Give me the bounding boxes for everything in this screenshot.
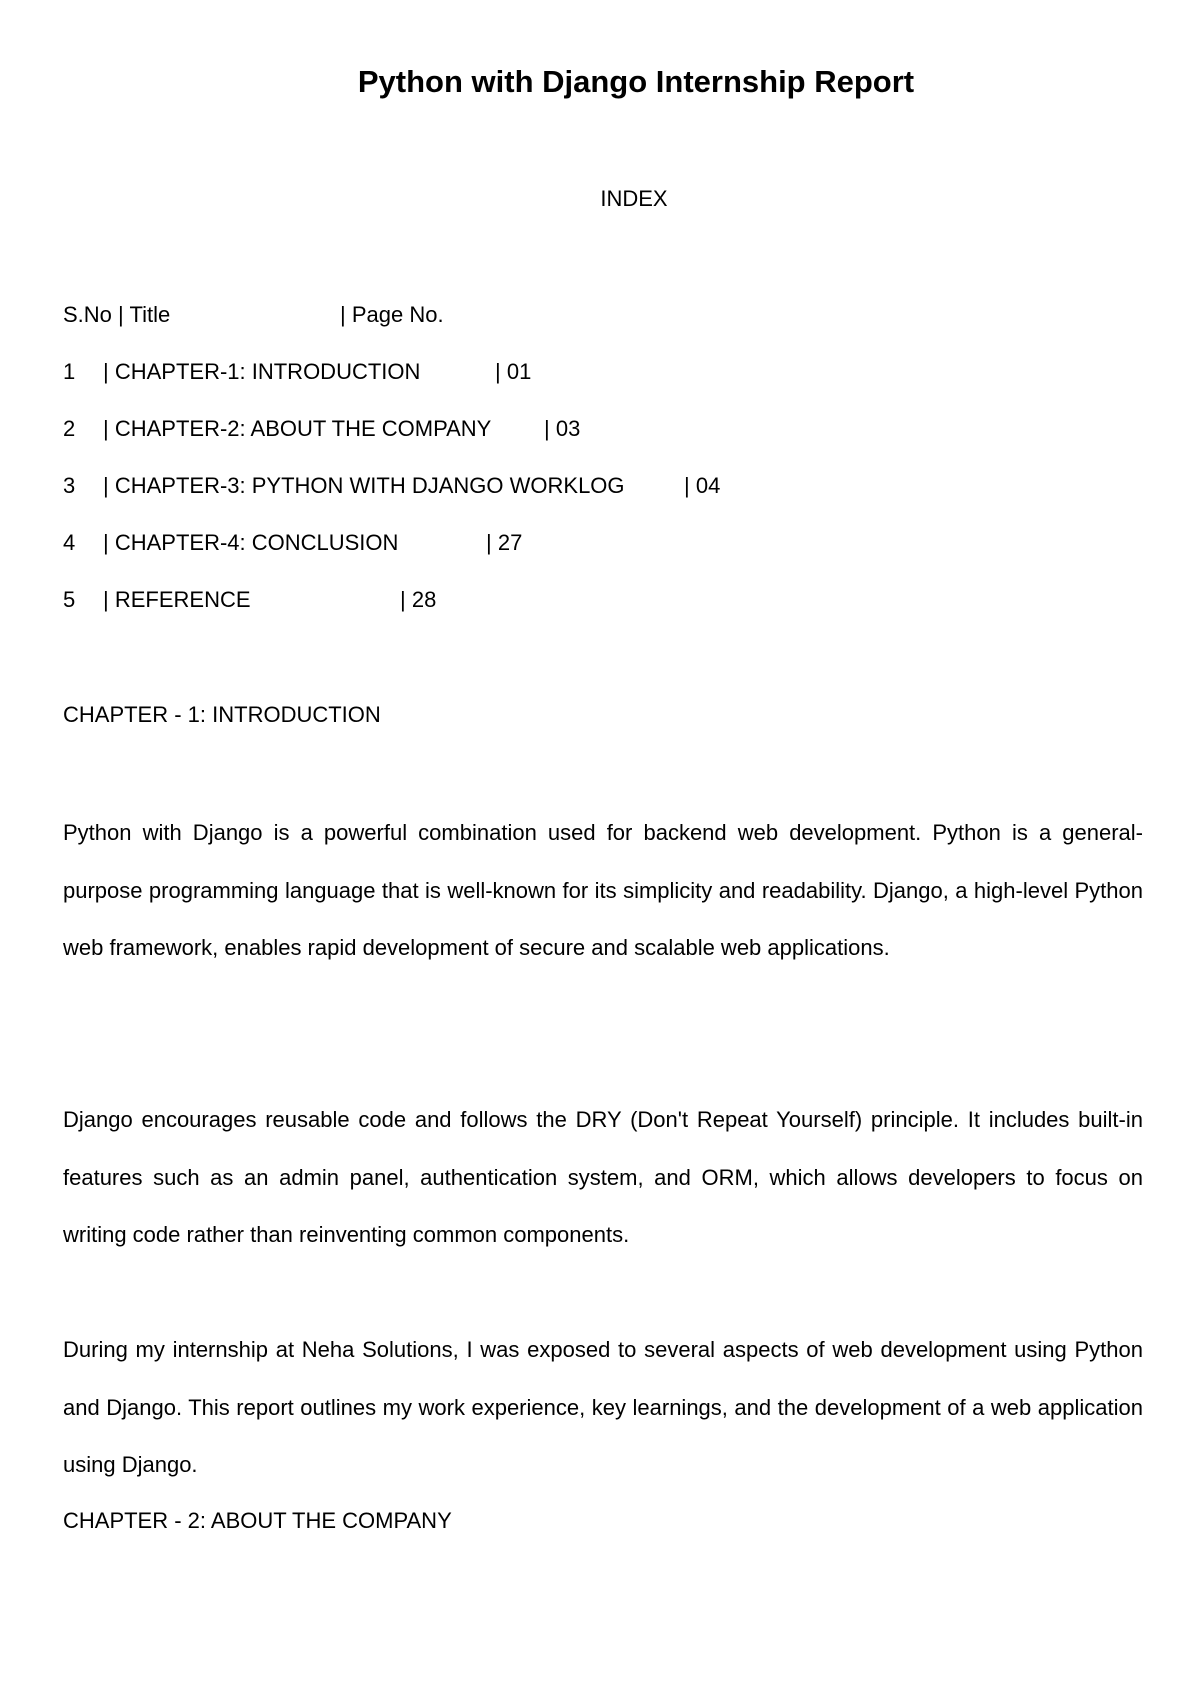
report-title: Python with Django Internship Report [357, 64, 915, 99]
chapter-2-heading: CHAPTER - 2: ABOUT THE COMPANY [63, 1508, 452, 1533]
index-row-title: | CHAPTER-1: INTRODUCTION [103, 359, 421, 384]
index-row-title: | CHAPTER-3: PYTHON WITH DJANGO WORKLOG [103, 473, 625, 498]
index-header-sno-title: S.No | Title [63, 302, 171, 327]
index-row-page: | 28 [400, 587, 437, 612]
paragraph: During my internship at Neha Solutions, I was exposed to several aspects of web development using Python and Django. This report outlines my work experience, key learnings, and the development of a web application using Django. [63, 1337, 1143, 1477]
index-heading: INDEX [600, 186, 668, 211]
index-row-title: | CHAPTER-2: ABOUT THE COMPANY [103, 416, 492, 441]
index-row-sno: 3 [63, 473, 76, 498]
index-row-sno: 4 [63, 530, 76, 555]
index-row-title: | REFERENCE [103, 587, 251, 612]
index-row-sno: 5 [63, 587, 76, 612]
index-header-page: | Page No. [340, 302, 444, 327]
index-row-page: | 04 [684, 473, 721, 498]
paragraph: Django encourages reusable code and follows the DRY (Don't Repeat Yourself) principle. It includes built-in features such as an admin panel, authentication system, and ORM, which allows developers to focus on writing code rather than reinventing common components. [63, 1107, 1143, 1247]
index-row-page: | 27 [486, 530, 523, 555]
paragraph: Python with Django is a powerful combination used for backend web development. Python is a general-purpose programming language that is well-known for its simplicity and readability. Django, a high-level Python web framework, enables rapid development of secure and scalable web applications. [63, 820, 1143, 960]
index-row-title: | CHAPTER-4: CONCLUSION [103, 530, 399, 555]
index-row-sno: 1 [63, 359, 76, 384]
index-row-sno: 2 [63, 416, 76, 441]
index-row-page: | 01 [495, 359, 532, 384]
index-row-page: | 03 [544, 416, 581, 441]
chapter-1-heading: CHAPTER - 1: INTRODUCTION [63, 702, 381, 727]
